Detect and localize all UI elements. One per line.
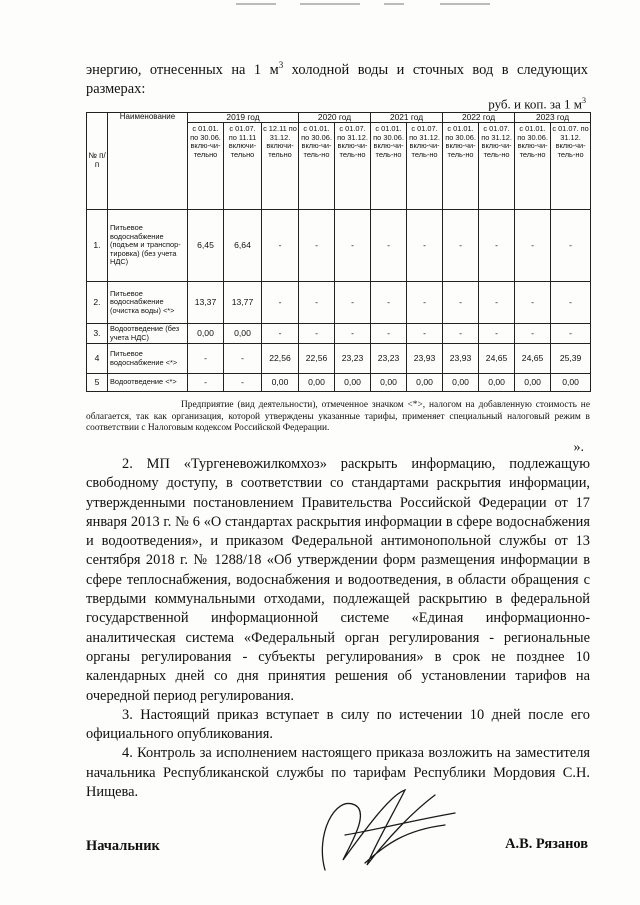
signatory-title: Начальник: [86, 838, 160, 854]
tariff-value: -: [262, 324, 299, 344]
tariff-value: 24,65: [515, 344, 551, 374]
tariff-value: 6,64: [224, 210, 262, 282]
order-body: [86, 455, 590, 802]
unit-label: руб. и коп. за 1 $м^3$: [488, 96, 586, 112]
tariff-value: 0,00: [371, 374, 407, 392]
tariff-value: 23,93: [443, 344, 479, 374]
tariff-value: -: [551, 324, 591, 344]
tariff-value: 0,00: [407, 374, 443, 392]
col-header-period: с 12.11 по 31.12. включи-тельно: [262, 123, 299, 210]
tariff-value: -: [188, 374, 224, 392]
quote-close: ».: [573, 440, 584, 455]
tariff-value: 25,39: [551, 344, 591, 374]
tariff-value: -: [443, 324, 479, 344]
tariff-table: [86, 112, 591, 392]
tariff-value: 13,37: [188, 282, 224, 324]
tariff-value: -: [224, 344, 262, 374]
tariff-value: 0,00: [188, 324, 224, 344]
tariff-value: 0,00: [262, 374, 299, 392]
tariff-value: 24,65: [479, 344, 515, 374]
table-row: [87, 282, 591, 324]
row-number: 2.: [87, 282, 108, 324]
tariff-value: -: [262, 282, 299, 324]
handwritten-signature: [295, 775, 465, 885]
tariff-value: -: [515, 324, 551, 344]
tariff-value: -: [299, 324, 335, 344]
table-row: [87, 210, 591, 282]
row-name: Питьевое водоснабжение (очистка воды) <*>: [108, 282, 188, 324]
tariff-value: -: [479, 282, 515, 324]
tariff-value: -: [371, 324, 407, 344]
col-header-period: с 01.01. по 30.06. вклю-чи-тельно: [188, 123, 224, 210]
col-header-period: с 01.01. по 30.06. вклю-чи-тель-но: [515, 123, 551, 210]
tariff-value: 0,00: [335, 374, 371, 392]
col-header-period: с 01.07. по 31.12. вклю-чи-тель-но: [479, 123, 515, 210]
col-header-year: 2019 год: [188, 113, 299, 123]
col-header-name: Наименование: [108, 113, 188, 210]
tariff-value: -: [335, 282, 371, 324]
intro-text: энергию, отнесенных на 1 м: [86, 61, 279, 78]
table-row: [87, 374, 591, 392]
tariff-value: 0,00: [551, 374, 591, 392]
tariff-value: -: [551, 210, 591, 282]
tariff-value: -: [262, 210, 299, 282]
tariff-value: -: [299, 210, 335, 282]
col-header-period: с 01.01. по 30.06. вклю-чи-тель-но: [443, 123, 479, 210]
header-row-years: [87, 113, 591, 123]
tariff-value: -: [371, 210, 407, 282]
tariff-value: -: [335, 210, 371, 282]
tariff-value: -: [443, 282, 479, 324]
tariff-value: 0,00: [224, 324, 262, 344]
tariff-value: -: [479, 210, 515, 282]
tariff-value: -: [515, 282, 551, 324]
tariff-value: 0,00: [479, 374, 515, 392]
col-header-year: 2020 год: [299, 113, 371, 123]
tariff-value: -: [335, 324, 371, 344]
tariff-value: -: [443, 210, 479, 282]
col-header-period: с 01.07. по 31.12. вклю-чи-тель-но: [335, 123, 371, 210]
col-header-period: с 01.01. по 30.06. вклю-чи-тель-но: [299, 123, 335, 210]
tariff-value: 22,56: [299, 344, 335, 374]
tariff-value: 22,56: [262, 344, 299, 374]
row-number: 5: [87, 374, 108, 392]
tariff-value: -: [224, 374, 262, 392]
tariff-value: -: [407, 282, 443, 324]
col-header-number: № п/п: [87, 113, 108, 210]
tariff-value: -: [371, 282, 407, 324]
tariff-value: 23,23: [335, 344, 371, 374]
intro-superscript: 3: [278, 60, 284, 70]
tariff-value: -: [407, 210, 443, 282]
signatory-name: А.В. Рязанов: [505, 836, 588, 852]
row-number: 3.: [87, 324, 108, 344]
row-number: 1.: [87, 210, 108, 282]
row-name: Питьевое водоснабжение <*>: [108, 344, 188, 374]
scan-edge-marks: [0, 0, 640, 14]
col-header-year: 2022 год: [443, 113, 515, 123]
col-header-period: с 01.01. по 30.06. вклю-чи-тель-но: [371, 123, 407, 210]
tariff-value: 0,00: [443, 374, 479, 392]
tariff-value: -: [479, 324, 515, 344]
col-header-year: 2021 год: [371, 113, 443, 123]
row-name: Питьевое водоснабжение (подъем и транспор-тировка) (без учета НДС): [108, 210, 188, 282]
tariff-value: 0,00: [299, 374, 335, 392]
row-number: 4: [87, 344, 108, 374]
row-name: Водоотведение <*>: [108, 374, 188, 392]
tariff-value: 6,45: [188, 210, 224, 282]
table-row: [87, 344, 591, 374]
tariff-value: -: [551, 282, 591, 324]
tariff-value: 0,00: [515, 374, 551, 392]
paragraph-2: 2. МП «Тургеневожилкомхоз» раскрыть информацию, подлежащую свободному доступу, в соответствии со стандартами раскрытия информации, утвержденными постановлением Правительства Российской Федерации от 17 января 2013 г. № 6 «О стандартах раскрытия информации в сфере водоснабжения и водоотведения», и приказом Федеральной антимонопольной службы от 13 сентября 2018 г. № 1288/18 «Об утверждении форм размещения информации в сфере теплоснабжения, водоснабжения и водоотведения, в области обращения с твердыми коммунальными отходами, подлежащей раскрытию в федеральной государственной информационной системе «Единая информационно-аналитическая система «Федеральный орган регулирования - региональные органы регулирования - субъекты регулирования» в срок не позднее 10 календарных дней со дня принятия решения об установлении тарифов на очередной период регулирования.: [86, 456, 590, 704]
paragraph-3: 3. Настоящий приказ вступает в силу по истечении 10 дней после его официального опубликования.: [86, 706, 590, 743]
col-header-year: 2023 год: [515, 113, 591, 123]
col-header-period: с 01.07. по 31.12. вклю-чи-тель-но: [551, 123, 591, 210]
intro-text-end: холодной воды и сточных вод в следующих размерах:: [86, 61, 589, 97]
col-header-period: с 01.07. по 31.12. вклю-чи-тель-но: [407, 123, 443, 210]
tariff-value: 13,77: [224, 282, 262, 324]
intro-paragraph: [86, 56, 588, 99]
tax-footnote: Предприятие (вид деятельности), отмеченное значком <*>, налогом на добавленную стоимость не облагается, так как организация, которой утверждены указанные тарифы, применяет специальный налоговый режим в соответствии с Налоговым кодексом Российской Федерации.: [86, 400, 590, 434]
tariff-value: 23,23: [371, 344, 407, 374]
tariff-value: 23,93: [407, 344, 443, 374]
row-name: Водоотведение (без учета НДС): [108, 324, 188, 344]
table-row: [87, 324, 591, 344]
paragraph-4: 4. Контроль за исполнением настоящего приказа возложить на заместителя начальника Республиканской службы по тарифам Республики Мордовия С.Н. Нищева.: [86, 745, 590, 801]
tariff-value: -: [188, 344, 224, 374]
col-header-period: с 01.07. по 11.11 включи-тельно: [224, 123, 262, 210]
tariff-value: -: [515, 210, 551, 282]
tariff-value: -: [407, 324, 443, 344]
tariff-value: -: [299, 282, 335, 324]
